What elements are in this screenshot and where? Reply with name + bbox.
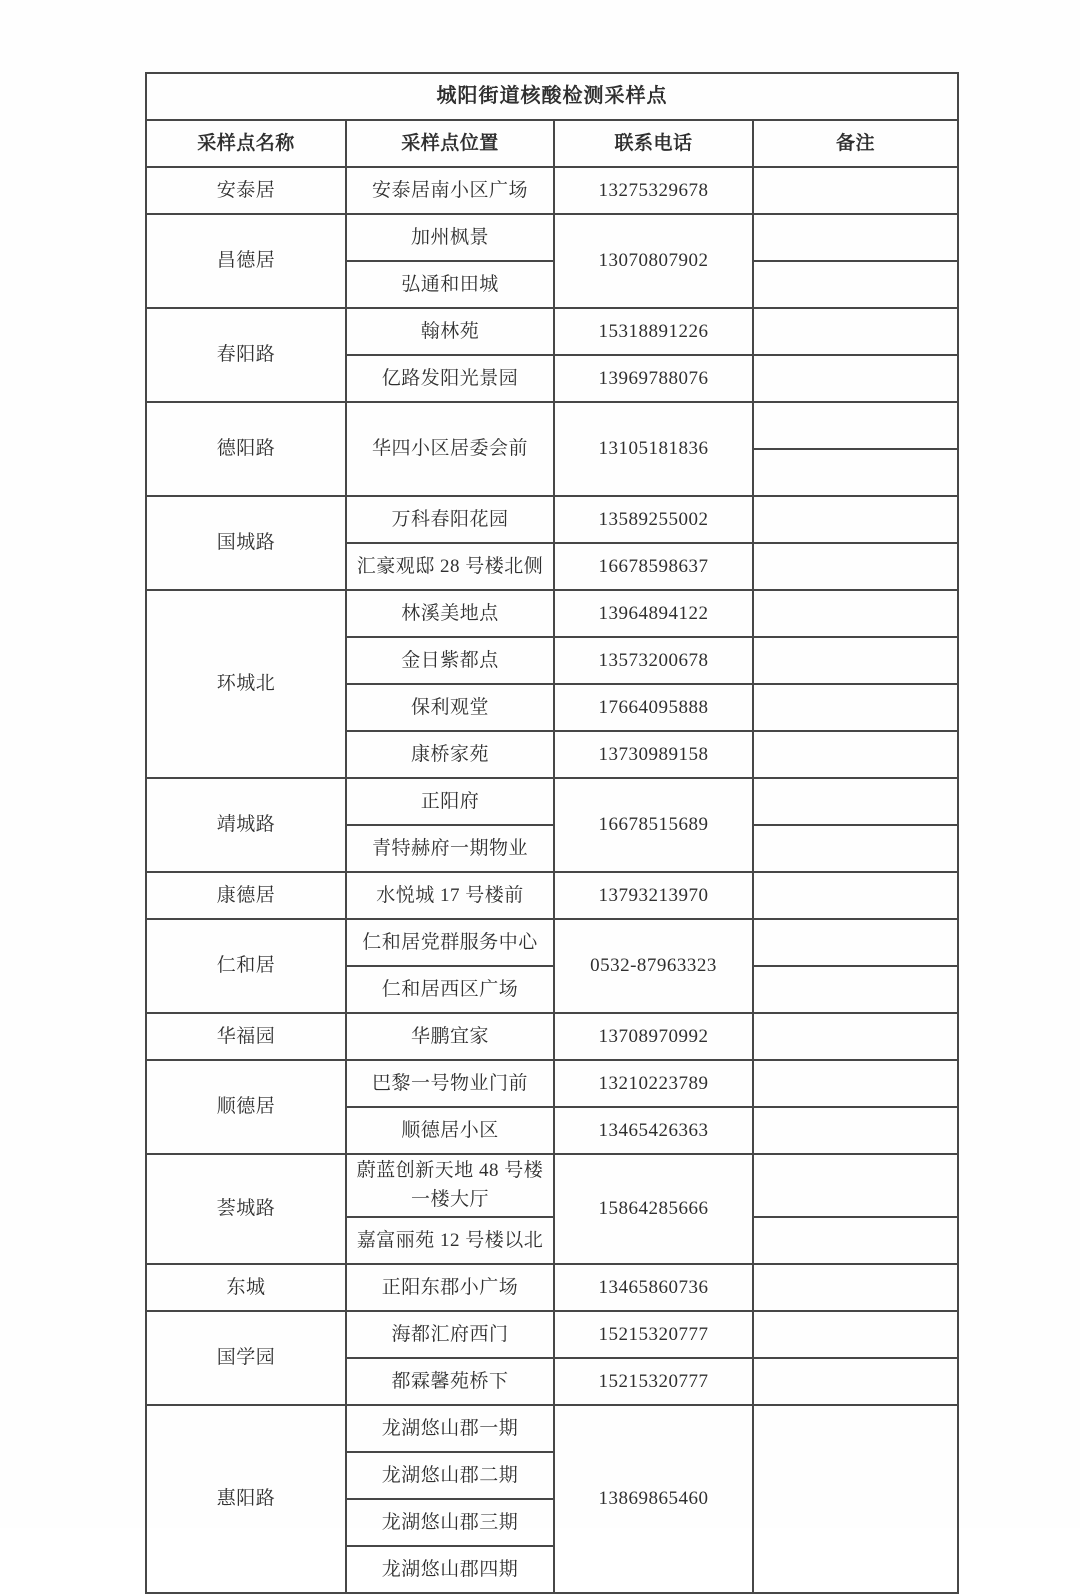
table-row (146, 778, 958, 825)
location-cell: 汇豪观邸 28 号楼北侧 (346, 543, 554, 590)
remark-cell (753, 261, 958, 308)
sample-point-name-cell: 康德居 (146, 872, 346, 919)
remark-cell (753, 1013, 958, 1060)
phone-cell: 0532-87963323 (554, 919, 753, 1013)
phone-cell: 13730989158 (554, 731, 753, 778)
remark-cell (753, 684, 958, 731)
sample-point-name-cell: 荟城路 (146, 1154, 346, 1264)
table-row (146, 1311, 958, 1358)
remark-cell (753, 543, 958, 590)
sample-point-name-cell: 春阳路 (146, 308, 346, 402)
table-title-row (146, 73, 958, 120)
location-cell: 仁和居西区广场 (346, 966, 554, 1013)
remark-cell (753, 1405, 958, 1593)
sample-point-name-cell: 靖城路 (146, 778, 346, 872)
phone-cell: 15864285666 (554, 1154, 753, 1264)
phone-cell: 13210223789 (554, 1060, 753, 1107)
table-title: 城阳街道核酸检测采样点 (146, 73, 958, 120)
location-cell: 正阳东郡小广场 (346, 1264, 554, 1311)
location-cell: 巴黎一号物业门前 (346, 1060, 554, 1107)
location-cell: 龙湖悠山郡二期 (346, 1452, 554, 1499)
table-row (146, 1060, 958, 1107)
table-row (146, 402, 958, 449)
remark-cell (753, 1358, 958, 1405)
sample-point-name-cell: 德阳路 (146, 402, 346, 496)
location-cell: 安泰居南小区广场 (346, 167, 554, 214)
table-row (146, 167, 958, 214)
sample-point-name-cell: 惠阳路 (146, 1405, 346, 1593)
location-cell: 龙湖悠山郡三期 (346, 1499, 554, 1546)
table-header-row (146, 120, 958, 167)
location-cell: 翰林苑 (346, 308, 554, 355)
remark-cell (753, 449, 958, 496)
remark-cell (753, 731, 958, 778)
phone-cell: 15215320777 (554, 1358, 753, 1405)
remark-cell (753, 214, 958, 261)
remark-cell (753, 637, 958, 684)
sample-point-name-cell: 环城北 (146, 590, 346, 778)
remark-cell (753, 308, 958, 355)
remark-cell (753, 778, 958, 825)
location-cell: 龙湖悠山郡四期 (346, 1546, 554, 1593)
location-cell: 加州枫景 (346, 214, 554, 261)
remark-cell (753, 590, 958, 637)
sample-point-name-cell: 安泰居 (146, 167, 346, 214)
phone-cell: 16678598637 (554, 543, 753, 590)
table-row (146, 1405, 958, 1452)
location-cell: 保利观堂 (346, 684, 554, 731)
location-cell: 海都汇府西门 (346, 1311, 554, 1358)
phone-cell: 13708970992 (554, 1013, 753, 1060)
location-cell: 林溪美地点 (346, 590, 554, 637)
header-sample-point-name: 采样点名称 (146, 120, 346, 167)
table-row (146, 1154, 958, 1217)
location-cell: 华四小区居委会前 (346, 402, 554, 496)
location-cell: 顺德居小区 (346, 1107, 554, 1154)
phone-cell: 13793213970 (554, 872, 753, 919)
phone-cell: 13105181836 (554, 402, 753, 496)
remark-cell (753, 825, 958, 872)
header-remark: 备注 (753, 120, 958, 167)
location-cell: 华鹏宜家 (346, 1013, 554, 1060)
sample-point-name-cell: 仁和居 (146, 919, 346, 1013)
phone-cell: 13465860736 (554, 1264, 753, 1311)
remark-cell (753, 1264, 958, 1311)
location-cell: 正阳府 (346, 778, 554, 825)
sample-point-name-cell: 华福园 (146, 1013, 346, 1060)
header-sample-point-location: 采样点位置 (346, 120, 554, 167)
phone-cell: 15215320777 (554, 1311, 753, 1358)
phone-cell: 13573200678 (554, 637, 753, 684)
sample-point-name-cell: 国学园 (146, 1311, 346, 1405)
table-row (146, 308, 958, 355)
remark-cell (753, 167, 958, 214)
phone-cell: 13589255002 (554, 496, 753, 543)
location-cell: 水悦城 17 号楼前 (346, 872, 554, 919)
location-cell: 弘通和田城 (346, 261, 554, 308)
table-row (146, 590, 958, 637)
remark-cell (753, 402, 958, 449)
location-cell: 仁和居党群服务中心 (346, 919, 554, 966)
sampling-table-body (146, 167, 958, 1593)
location-cell: 金日紫都点 (346, 637, 554, 684)
table-row (146, 919, 958, 966)
remark-cell (753, 1217, 958, 1264)
location-cell: 都霖馨苑桥下 (346, 1358, 554, 1405)
phone-cell: 13275329678 (554, 167, 753, 214)
header-contact-phone: 联系电话 (554, 120, 753, 167)
remark-cell (753, 1311, 958, 1358)
sample-point-name-cell: 国城路 (146, 496, 346, 590)
sample-point-name-cell: 顺德居 (146, 1060, 346, 1154)
phone-cell: 13969788076 (554, 355, 753, 402)
table-row (146, 1013, 958, 1060)
phone-cell: 13070807902 (554, 214, 753, 308)
remark-cell (753, 919, 958, 966)
remark-cell (753, 1107, 958, 1154)
remark-cell (753, 966, 958, 1013)
table-row (146, 496, 958, 543)
phone-cell: 13964894122 (554, 590, 753, 637)
remark-cell (753, 496, 958, 543)
phone-cell: 16678515689 (554, 778, 753, 872)
table-row (146, 872, 958, 919)
phone-cell: 17664095888 (554, 684, 753, 731)
remark-cell (753, 1060, 958, 1107)
phone-cell: 13465426363 (554, 1107, 753, 1154)
location-cell: 蔚蓝创新天地 48 号楼一楼大厅 (346, 1154, 554, 1217)
phone-cell: 15318891226 (554, 308, 753, 355)
location-cell: 万科春阳花园 (346, 496, 554, 543)
phone-cell: 13869865460 (554, 1405, 753, 1593)
location-cell: 康桥家苑 (346, 731, 554, 778)
location-cell: 嘉富丽苑 12 号楼以北 (346, 1217, 554, 1264)
remark-cell (753, 872, 958, 919)
location-cell: 龙湖悠山郡一期 (346, 1405, 554, 1452)
sample-point-name-cell: 东城 (146, 1264, 346, 1311)
remark-cell (753, 355, 958, 402)
location-cell: 青特赫府一期物业 (346, 825, 554, 872)
location-cell: 亿路发阳光景园 (346, 355, 554, 402)
sample-point-name-cell: 昌德居 (146, 214, 346, 308)
sampling-points-table (145, 72, 959, 1594)
table-row (146, 1264, 958, 1311)
remark-cell (753, 1154, 958, 1217)
table-row (146, 214, 958, 261)
